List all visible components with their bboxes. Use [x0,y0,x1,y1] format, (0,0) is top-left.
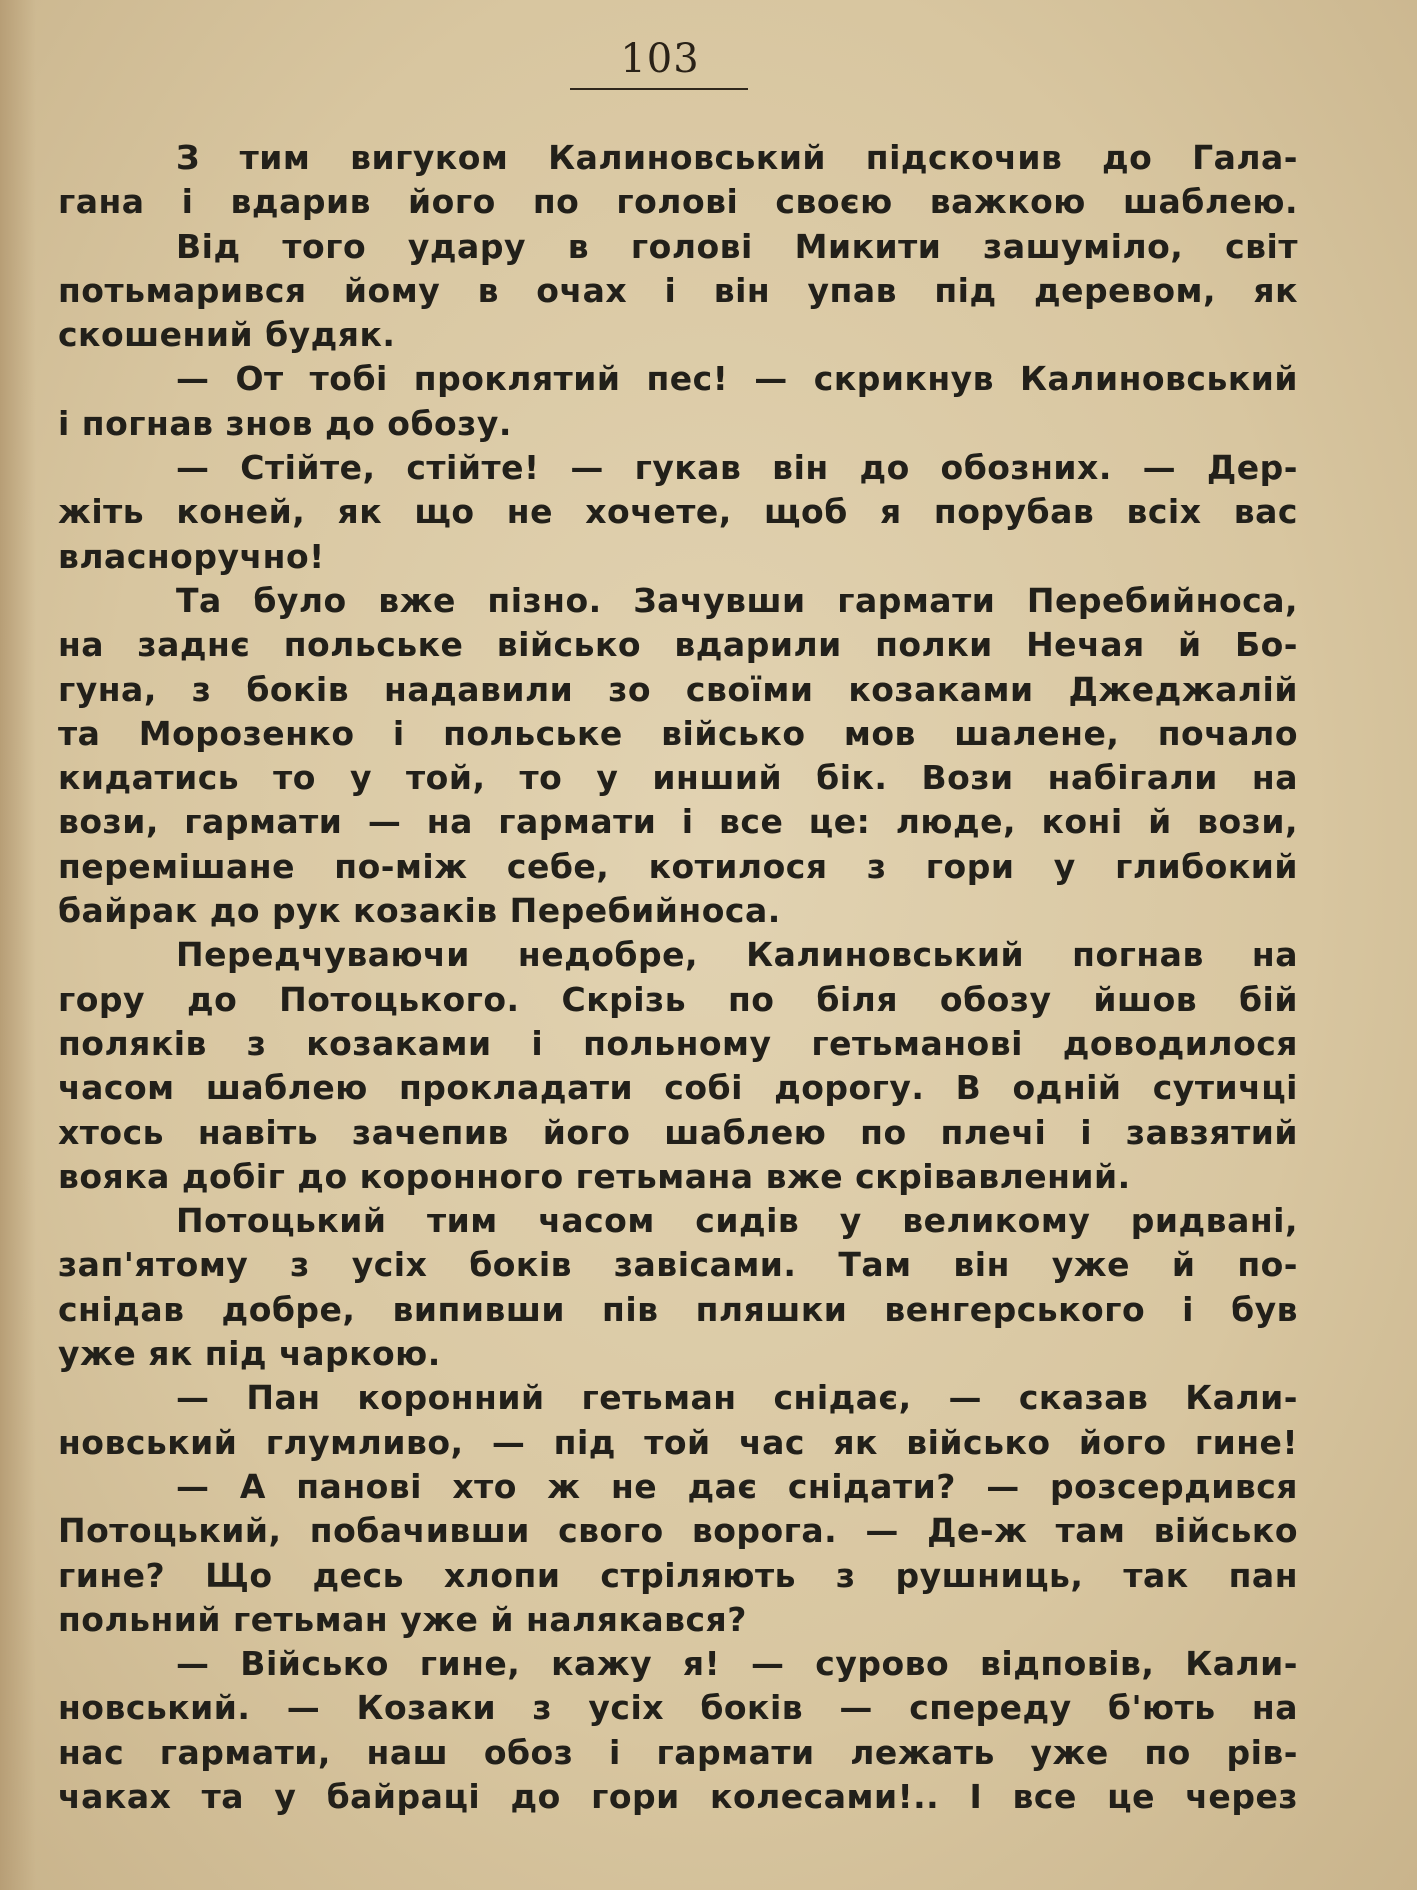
text-line: Від того удару в голові Микити зашуміло, світ [176,226,1298,266]
text-line: і погнав знов до обозу. [58,403,512,443]
text-line: та Морозенко і польське військо мов шалене, почало [58,713,1298,753]
body-text [58,136,1298,1819]
text-line: — Пан коронний гетьман снідає, — сказав Кали- [176,1378,1298,1418]
text-line: зап'ятому з усіх боків завісами. Там він уже й по- [58,1245,1298,1285]
text-line: снідав добре, випивши пів пляшки венгерського і був [58,1289,1298,1329]
text-line: гуна, з боків надавили зо своїми козаками Джеджалій [58,669,1298,709]
text-line: скошений будяк. [58,315,396,355]
text-line: кидатись то у той, то у инший бік. Вози набігали на [58,758,1298,798]
text-line: чаках та у байраці до гори колесами!.. І все це через [58,1776,1298,1816]
text-line: поляків з козаками і польному гетьманові доводилося [58,1023,1298,1063]
text-line: уже як під чаркою. [58,1334,441,1374]
text-line: гана і вдарив його по голові своєю важкою шаблею. [58,182,1298,222]
text-line: польний гетьман уже й налякався? [58,1599,747,1639]
text-line: новський глумливо, — під той час як військо його гине! [58,1422,1298,1462]
text-line: вояка добіг до коронного гетьмана вже скрівавлений. [58,1156,1131,1196]
text-line: потьмарився йому в очах і він упав під деревом, як [58,270,1298,310]
text-line: байрак до рук козаків Перебийноса. [58,891,781,931]
text-line: гору до Потоцького. Скрізь по біля обозу йшов бій [58,979,1298,1019]
text-line: Потоцький, побачивши свого ворога. — Де-ж там військо [58,1511,1298,1551]
text-line: перемішане по-між себе, котилося з гори у глибокий [58,846,1298,886]
text-line: Передчуваючи недобре, Калиновський погнав на [176,935,1298,975]
text-line: на заднє польське військо вдарили полки Нечая й Бо- [58,625,1298,665]
text-line: часом шаблею прокладати собі дорогу. В одній сутичці [58,1068,1298,1108]
text-line: Потоцький тим часом сидів у великому ридвані, [176,1201,1298,1241]
text-line: хтось навіть зачепив його шаблею по плечі і завзятий [58,1112,1298,1152]
text-line: — Військо гине, кажу я! — сурово відповів, Кали- [176,1644,1298,1684]
text-line: З тим вигуком Калиновський підскочив до Гала- [176,138,1298,177]
text-line: Та було вже пізно. Зачувши гармати Перебийноса, [176,580,1298,620]
text-line: гине? Що десь хлопи стріляють з рушниць, так пан [58,1555,1298,1595]
text-line: новський. — Козаки з усіх боків — спереду б'ють на [58,1688,1298,1728]
text-line: жіть коней, як що не хочете, щоб я порубав всіх вас [58,492,1298,532]
text-line: — Стійте, стійте! — гукав він до обозних. — Дер- [176,448,1298,488]
page-number-rule [570,88,748,90]
text-line: — А панові хто ж не дає снідати? — розсердився [176,1466,1298,1506]
page-number: 103 [620,36,700,82]
text-line: — От тобі проклятий пес! — скрикнув Калиновський [176,359,1298,399]
text-line: нас гармати, наш обоз і гармати лежать уже по рів- [58,1732,1298,1772]
page-edge-shadow [0,0,36,1890]
text-line: власноручно! [58,536,325,576]
text-line: вози, гармати — на гармати і все це: люде, коні й вози, [58,802,1298,842]
